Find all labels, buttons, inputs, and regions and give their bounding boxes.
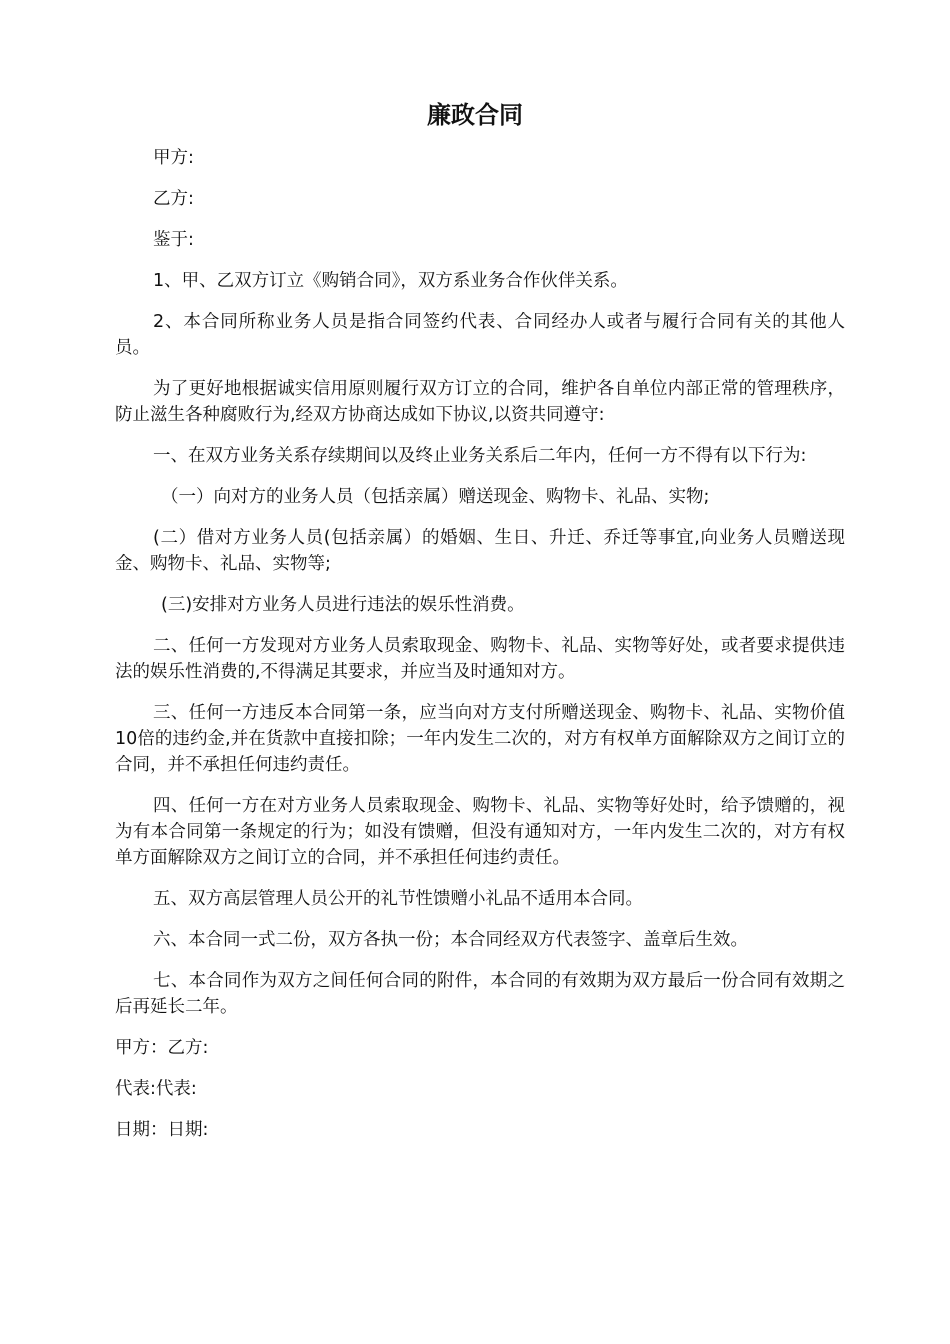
signature-dates: 日期：日期: <box>115 1120 209 1140</box>
clause-1-item-1: （一）向对方的业务人员（包括亲属）赠送现金、购物卡、礼品、实物; <box>161 487 710 507</box>
recital-2: 2、本合同所称业务人员是指合同签约代表、合同经办人或者与履行合同有关的其他人员。 <box>115 312 845 358</box>
signature-representatives: 代表:代表: <box>115 1079 197 1099</box>
document-body <box>115 145 845 1158</box>
document-title: 廉政合同 <box>427 101 523 129</box>
clause-4: 四、任何一方在对方业务人员索取现金、购物卡、礼品、实物等好处时，给予馈赠的，视为有本合同第一条规定的行为；如没有馈赠，但没有通知对方，一年内发生二次的，对方有权单方面解除双方之间订立的合同，并不承担任何违约责任。 <box>115 796 845 868</box>
clause-1-item-3: (三)安排对方业务人员进行违法的娱乐性消费。 <box>161 595 525 615</box>
clause-1-item-2: (二）借对方业务人员(包括亲属）的婚姻、生日、升迁、乔迁等事宜,向业务人员赠送现金、购物卡、礼品、实物等; <box>115 528 845 574</box>
whereas-line: 鉴于: <box>153 230 194 250</box>
clause-2: 二、任何一方发现对方业务人员索取现金、购物卡、礼品、实物等好处，或者要求提供违法的娱乐性消费的,不得满足其要求，并应当及时通知对方。 <box>115 636 845 682</box>
clause-3: 三、任何一方违反本合同第一条，应当向对方支付所赠送现金、购物卡、礼品、实物价值10倍的违约金,并在货款中直接扣除；一年内发生二次的，对方有权单方面解除双方之间订立的合同，并不承担任何违约责任。 <box>115 703 845 775</box>
party-b-line: 乙方: <box>153 189 194 209</box>
preamble-paragraph: 为了更好地根据诚实信用原则履行双方订立的合同，维护各自单位内部正常的管理秩序，防止滋生各种腐败行为,经双方协商达成如下协议,以资共同遵守: <box>115 379 845 425</box>
signature-parties: 甲方：乙方: <box>115 1038 209 1058</box>
recital-1: 1、甲、乙双方订立《购销合同》，双方系业务合作伙伴关系。 <box>153 271 628 291</box>
clause-7: 七、本合同作为双方之间任何合同的附件，本合同的有效期为双方最后一份合同有效期之后再延长二年。 <box>115 971 845 1017</box>
clause-5: 五、双方高层管理人员公开的礼节性馈赠小礼品不适用本合同。 <box>153 889 643 909</box>
party-a-line: 甲方: <box>153 148 194 168</box>
clause-6: 六、本合同一式二份，双方各执一份；本合同经双方代表签字、盖章后生效。 <box>153 930 748 950</box>
clause-1: 一、在双方业务关系存续期间以及终止业务关系后二年内，任何一方不得有以下行为: <box>153 446 807 466</box>
